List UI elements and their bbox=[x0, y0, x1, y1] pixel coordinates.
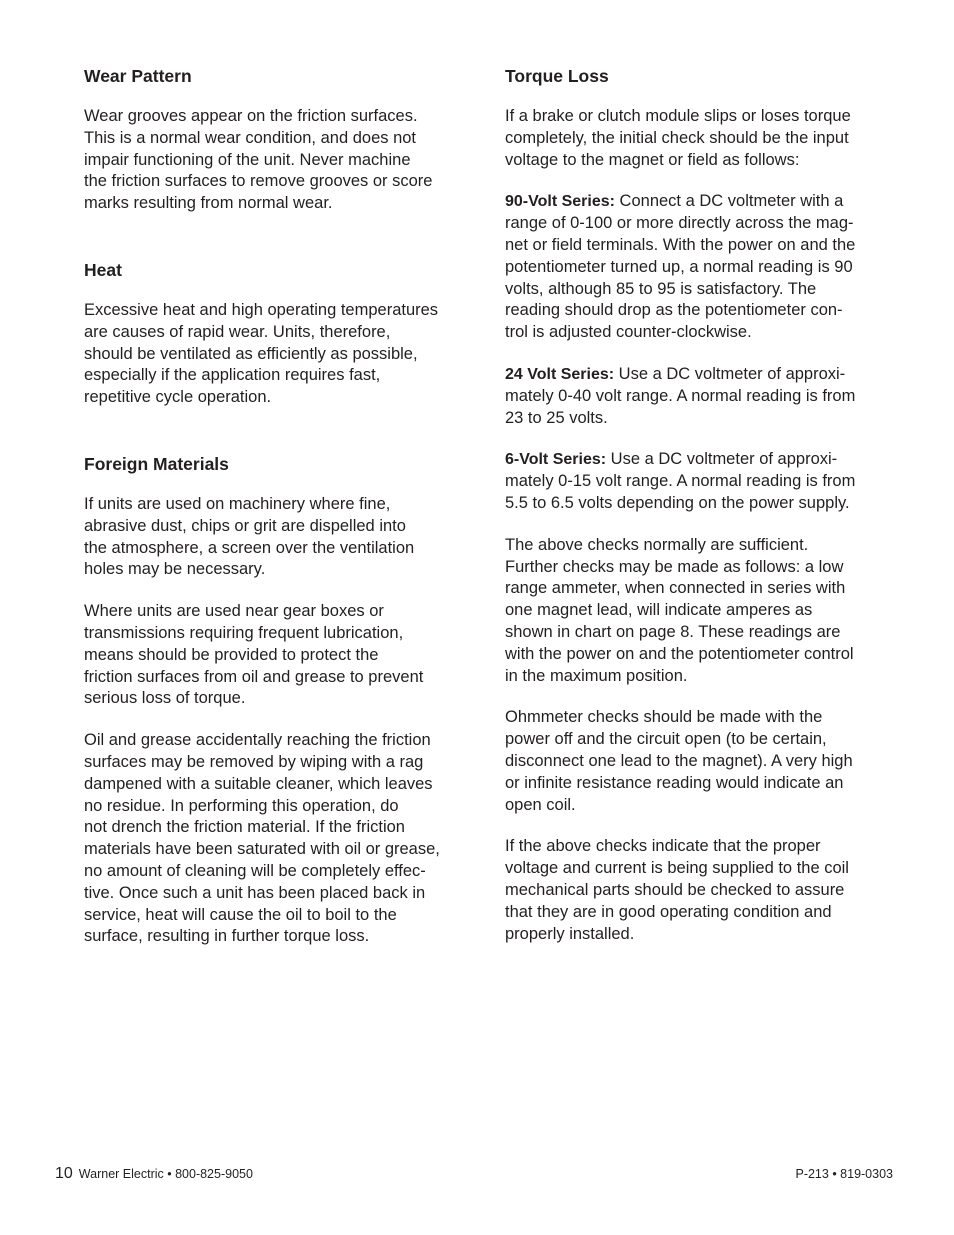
series-6-volt-text: Use a DC voltmeter of approxi- mately 0-15 volt range. A normal reading is from 5.5 to 6.5 volts depending on the power supply. bbox=[505, 450, 856, 512]
torque-loss-intro: If a brake or clutch module slips or loses torque completely, the initial check should be the input voltage to the magnet or field as follows: bbox=[505, 107, 851, 169]
mechanical-checks-paragraph: If the above checks indicate that the proper voltage and current is being supplied to the coil mechanical parts should be checked to assure that they are in good operating condition and properly installed. bbox=[505, 837, 849, 943]
footer-company: Warner Electric • 800-825-9050 bbox=[78, 1167, 253, 1181]
series-6-volt-paragraph bbox=[505, 449, 890, 514]
heading-torque-loss: Torque Loss bbox=[505, 66, 609, 86]
wear-pattern-paragraph: Wear grooves appear on the friction surfaces. This is a normal wear condition, and does not impair functioning of the unit. Never machine the friction surfaces to remove grooves or score marks resulting from normal wear. bbox=[84, 107, 433, 213]
series-24-volt-paragraph bbox=[505, 364, 890, 429]
right-column bbox=[505, 64, 890, 945]
heading-heat: Heat bbox=[84, 259, 122, 280]
page-number: 10 bbox=[55, 1165, 73, 1182]
foreign-materials-paragraph-3: Oil and grease accidentally reaching the friction surfaces may be removed by wiping with a rag dampened with a suitable cleaner, which leaves no residue. In performing this operation, do not drench the friction material. If the friction materials have been saturated with oil or grease, no amount of cleaning will be completely effec- tive. Once such a unit has been placed back in service, heat will cause the oil to boil to the surface, resulting in further torque loss. bbox=[84, 731, 440, 946]
heading-foreign-materials: Foreign Materials bbox=[84, 453, 229, 474]
series-90-volt-paragraph bbox=[505, 191, 890, 344]
ohmmeter-checks-paragraph: Ohmmeter checks should be made with the power off and the circuit open (to be certain, disconnect one lead to the magnet). A very high or infinite resistance reading would indicate an open coil. bbox=[505, 708, 853, 814]
footer-left bbox=[55, 1164, 253, 1184]
series-24-volt-label: 24 Volt Series: bbox=[505, 365, 615, 383]
foreign-materials-paragraph-2: Where units are used near gear boxes or transmissions requiring frequent lubrication, means should be provided to protect the friction surfaces from oil and grease to prevent serious loss of torque. bbox=[84, 602, 424, 708]
foreign-materials-paragraph-1: If units are used on machinery where fine, abrasive dust, chips or grit are dispelled into the atmosphere, a screen over the ventilation holes may be necessary. bbox=[84, 494, 415, 579]
heat-paragraph: Excessive heat and high operating temperatures are causes of rapid wear. Units, therefore, should be ventilated as efficiently as possible, especially if the application requires fast, repetitive cycle operation. bbox=[84, 300, 439, 407]
left-column bbox=[84, 64, 464, 948]
series-90-volt-label: 90-Volt Series: bbox=[505, 193, 615, 211]
series-90-volt-text: Connect a DC voltmeter with a range of 0-100 or more directly across the mag- net or field terminals. With the power on and the potentiometer turned up, a normal reading is 90 volts, although 85 to 95 is satisfactory. The reading should drop as the potentiometer con- trol is adjusted counter-clockwise. bbox=[505, 192, 856, 342]
series-24-volt-text: Use a DC voltmeter of approxi- mately 0-40 volt range. A normal reading is from 23 to 25 volts. bbox=[505, 364, 856, 427]
footer-doc-code: P-213 • 819-0303 bbox=[795, 1167, 893, 1181]
series-6-volt-label: 6-Volt Series: bbox=[505, 451, 607, 469]
heading-wear-pattern: Wear Pattern bbox=[84, 66, 192, 86]
further-checks-paragraph: The above checks normally are sufficient. Further checks may be made as follows: a low range ammeter, when connected in series with one magnet lead, will indicate amperes as shown in chart on page 8. These readings are with the power on and the potentiometer control in the maximum position. bbox=[505, 535, 854, 685]
